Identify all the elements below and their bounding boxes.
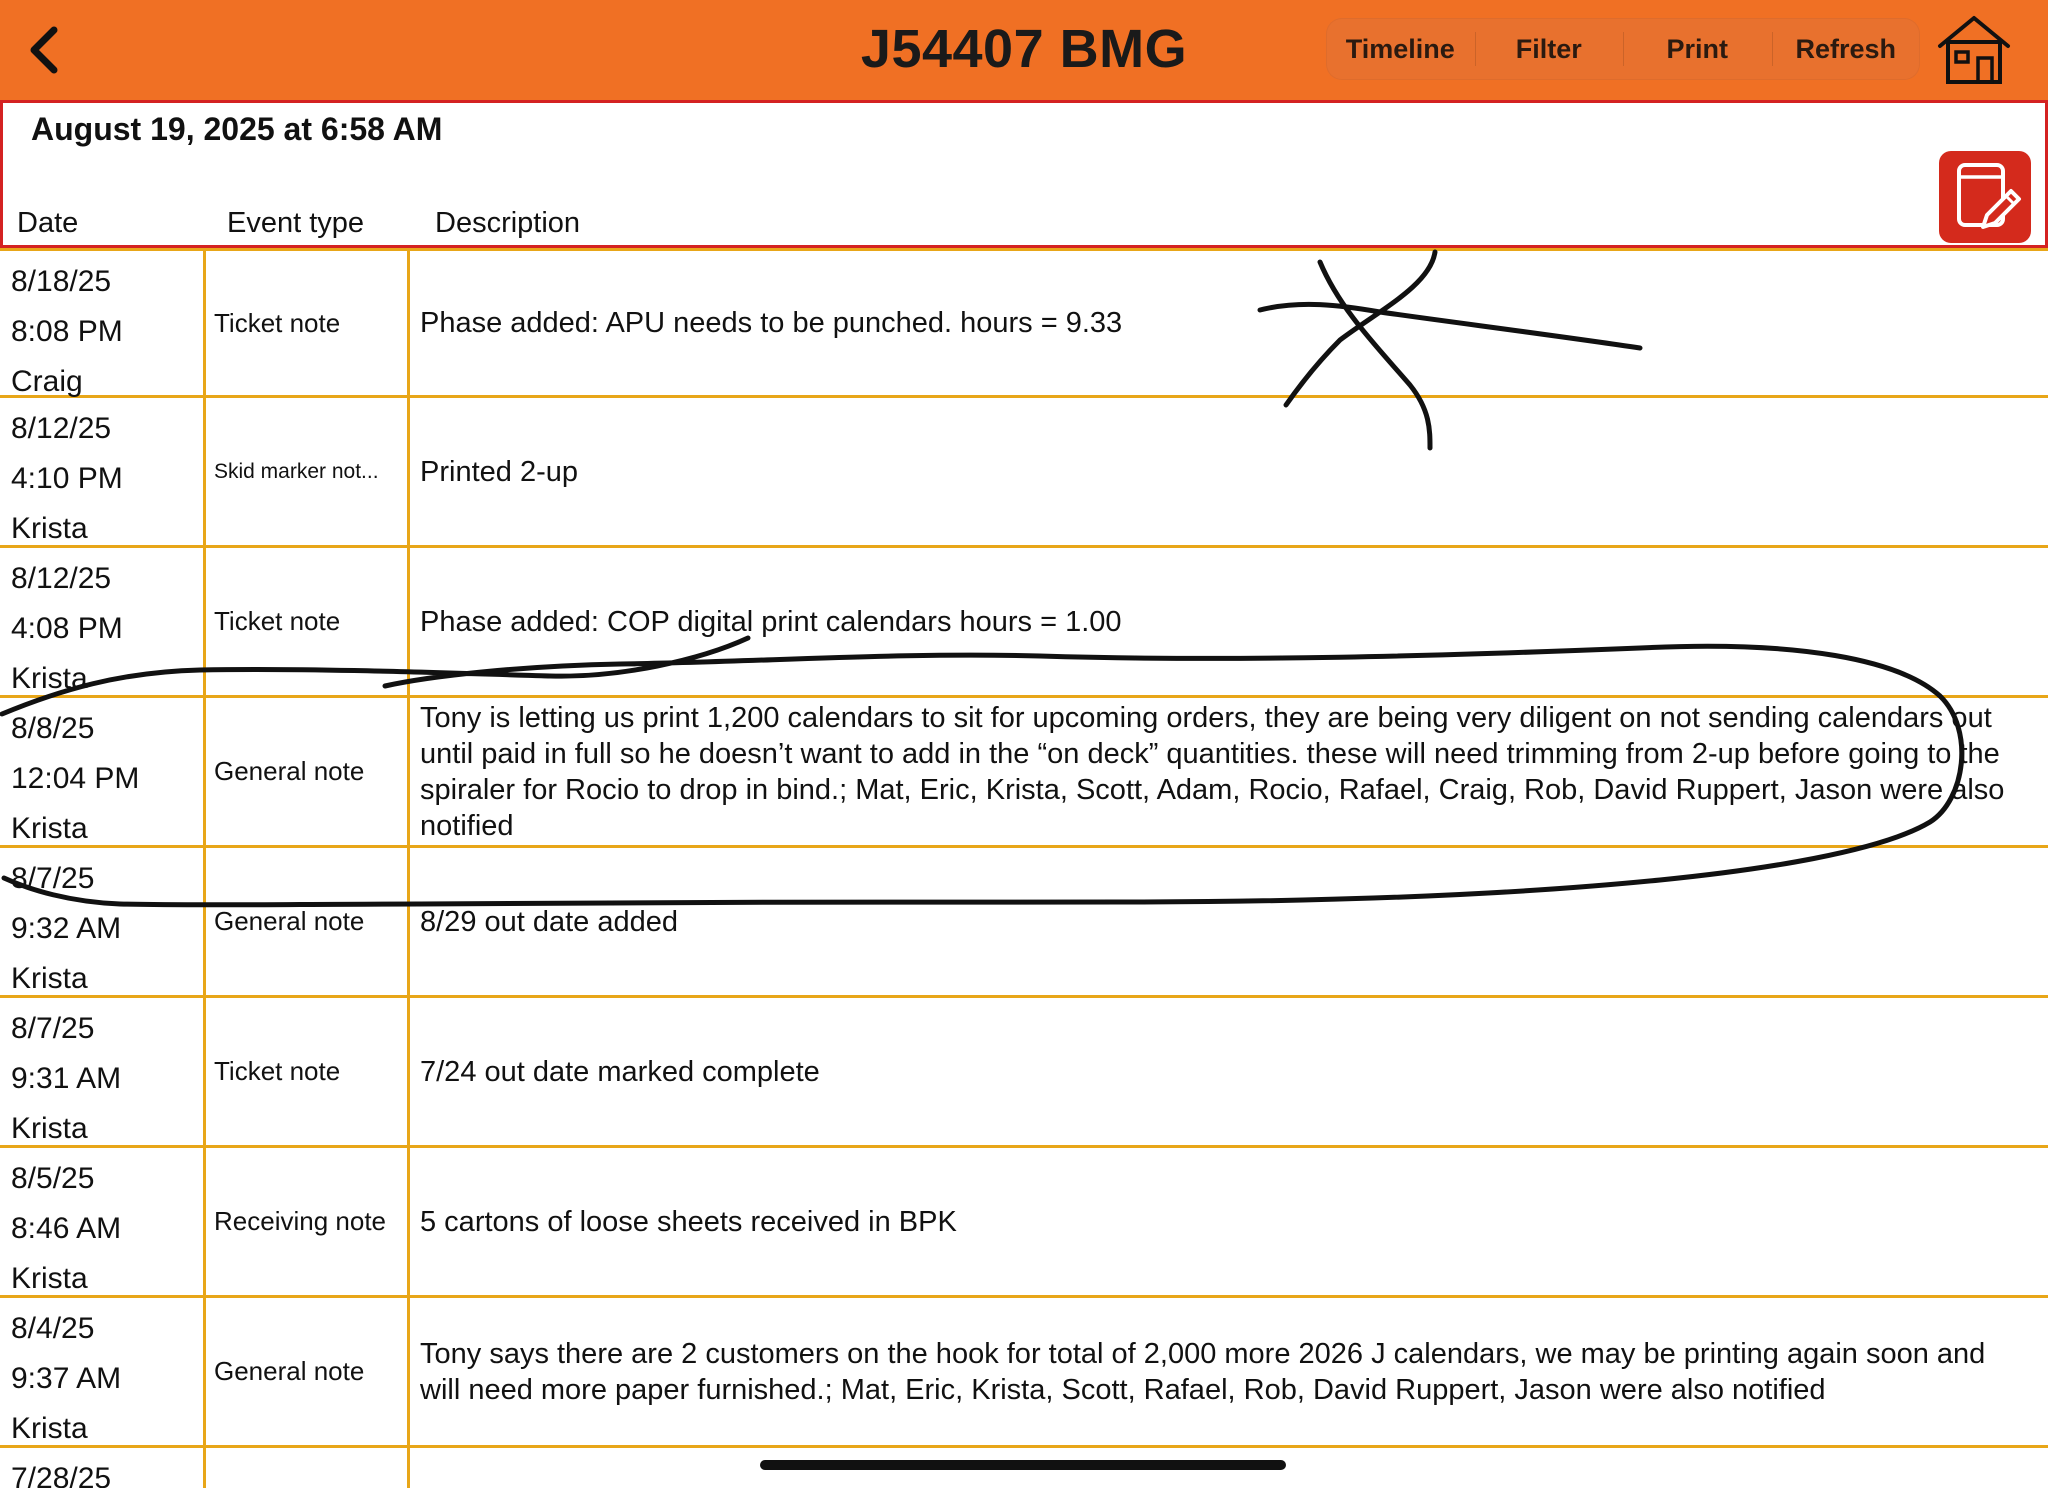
table-row[interactable] xyxy=(0,398,2048,548)
column-header-date: Date xyxy=(17,207,79,239)
row-user: Krista xyxy=(11,662,88,695)
row-date: 7/28/25 xyxy=(11,1462,112,1488)
print-button[interactable]: Print xyxy=(1623,18,1772,80)
date-cell xyxy=(0,698,206,845)
row-time: 9:31 AM xyxy=(11,1062,122,1095)
edit-note-button[interactable] xyxy=(1939,151,2031,243)
toolbar-segmented-control xyxy=(1326,18,1920,80)
row-time: 12:04 PM xyxy=(11,762,140,795)
date-cell xyxy=(0,548,206,695)
row-time: 9:37 AM xyxy=(11,1362,122,1395)
date-cell xyxy=(0,1148,206,1295)
description-cell: 5 cartons of loose sheets received in BPK xyxy=(420,1205,957,1238)
row-date: 8/4/25 xyxy=(11,1312,95,1345)
description-cell: Tony is letting us print 1,200 calendars to sit for upcoming orders, they are being very diligent on not sending calendars out until paid in full so he doesn’t want to add in the “on deck” quantities. these will need trimming from 2-up before going to the spiraler for Rocio to drop in bind.; Mat, Eric, Krista, Scott, Adam, Rocio, Rafael, Craig, Rob, David Ruppert, Jason were also notified xyxy=(420,701,2005,842)
table-row[interactable] xyxy=(0,548,2048,698)
page-title: J54407 BMG xyxy=(860,19,1188,79)
event-type-cell: General note xyxy=(206,848,410,995)
row-date: 8/5/25 xyxy=(11,1162,95,1195)
filter-button[interactable]: Filter xyxy=(1475,18,1624,80)
home-button[interactable] xyxy=(1934,12,2014,88)
description-cell: 7/24 out date marked complete xyxy=(420,1055,820,1088)
row-time: 4:10 PM xyxy=(11,462,123,495)
row-user: Krista xyxy=(11,1412,88,1445)
column-header-event-type: Event type xyxy=(227,207,365,239)
date-cell xyxy=(0,1448,206,1488)
row-date: 8/7/25 xyxy=(11,1012,95,1045)
event-type-cell: Receiving note xyxy=(206,1148,410,1295)
home-indicator[interactable] xyxy=(760,1460,1286,1470)
row-date: 8/18/25 xyxy=(11,265,112,298)
column-header-description: Description xyxy=(435,207,581,239)
event-type-cell: Skid marker not... xyxy=(206,398,410,545)
refresh-button[interactable]: Refresh xyxy=(1772,18,1921,80)
date-cell xyxy=(0,1298,206,1445)
table-row[interactable] xyxy=(0,998,2048,1148)
last-updated-timestamp: August 19, 2025 at 6:58 AM xyxy=(31,111,443,147)
date-cell xyxy=(0,398,206,545)
event-type-cell: General note xyxy=(206,698,410,845)
table-row[interactable] xyxy=(0,1148,2048,1298)
timeline-button[interactable]: Timeline xyxy=(1345,33,1455,64)
table-row[interactable] xyxy=(0,698,2048,848)
event-type-cell xyxy=(206,1448,410,1488)
event-type-cell: Ticket note xyxy=(206,548,410,695)
table-header-panel xyxy=(0,100,2048,248)
event-table xyxy=(0,248,2048,1488)
description-cell: Printed 2-up xyxy=(420,455,578,488)
table-row[interactable] xyxy=(0,848,2048,998)
date-cell xyxy=(0,848,206,995)
row-user: Krista xyxy=(11,1112,88,1145)
row-user: Krista xyxy=(11,962,88,995)
row-time: 9:32 AM xyxy=(11,912,122,945)
edit-document-icon xyxy=(1939,151,2031,243)
chevron-left-icon xyxy=(18,22,78,78)
row-user: Krista xyxy=(11,812,88,845)
description-cell: Phase added: COP digital print calendars hours = 1.00 xyxy=(420,605,1122,638)
description-cell: 8/29 out date added xyxy=(420,905,679,938)
row-user: Krista xyxy=(11,512,88,545)
row-date: 8/12/25 xyxy=(11,412,112,445)
row-user: Krista xyxy=(11,1262,88,1295)
row-date: 8/8/25 xyxy=(11,712,95,745)
row-time: 4:08 PM xyxy=(11,612,123,645)
event-type-cell: General note xyxy=(206,1298,410,1445)
row-date: 8/12/25 xyxy=(11,562,112,595)
row-time: 8:46 AM xyxy=(11,1212,122,1245)
description-cell: Tony says there are 2 customers on the hook for total of 2,000 more 2026 J calendars, we may be printing again soon and will need more paper furnished.; Mat, Eric, Krista, Scott, Rafael, Rob, David Ruppert, Jason were also notified xyxy=(420,1337,1986,1406)
row-date: 8/7/25 xyxy=(11,862,95,895)
date-cell xyxy=(0,251,206,398)
row-time: 8:08 PM xyxy=(11,315,123,348)
back-button[interactable] xyxy=(18,22,78,78)
row-user: Craig xyxy=(11,365,83,398)
top-bar xyxy=(0,0,2048,100)
table-row[interactable] xyxy=(0,1298,2048,1448)
home-icon xyxy=(1934,12,2014,88)
event-type-cell: Ticket note xyxy=(206,998,410,1145)
date-cell xyxy=(0,998,206,1145)
table-row[interactable] xyxy=(0,248,2048,398)
description-cell: Phase added: APU needs to be punched. hours = 9.33 xyxy=(420,307,1123,339)
event-type-cell: Ticket note xyxy=(206,251,410,395)
